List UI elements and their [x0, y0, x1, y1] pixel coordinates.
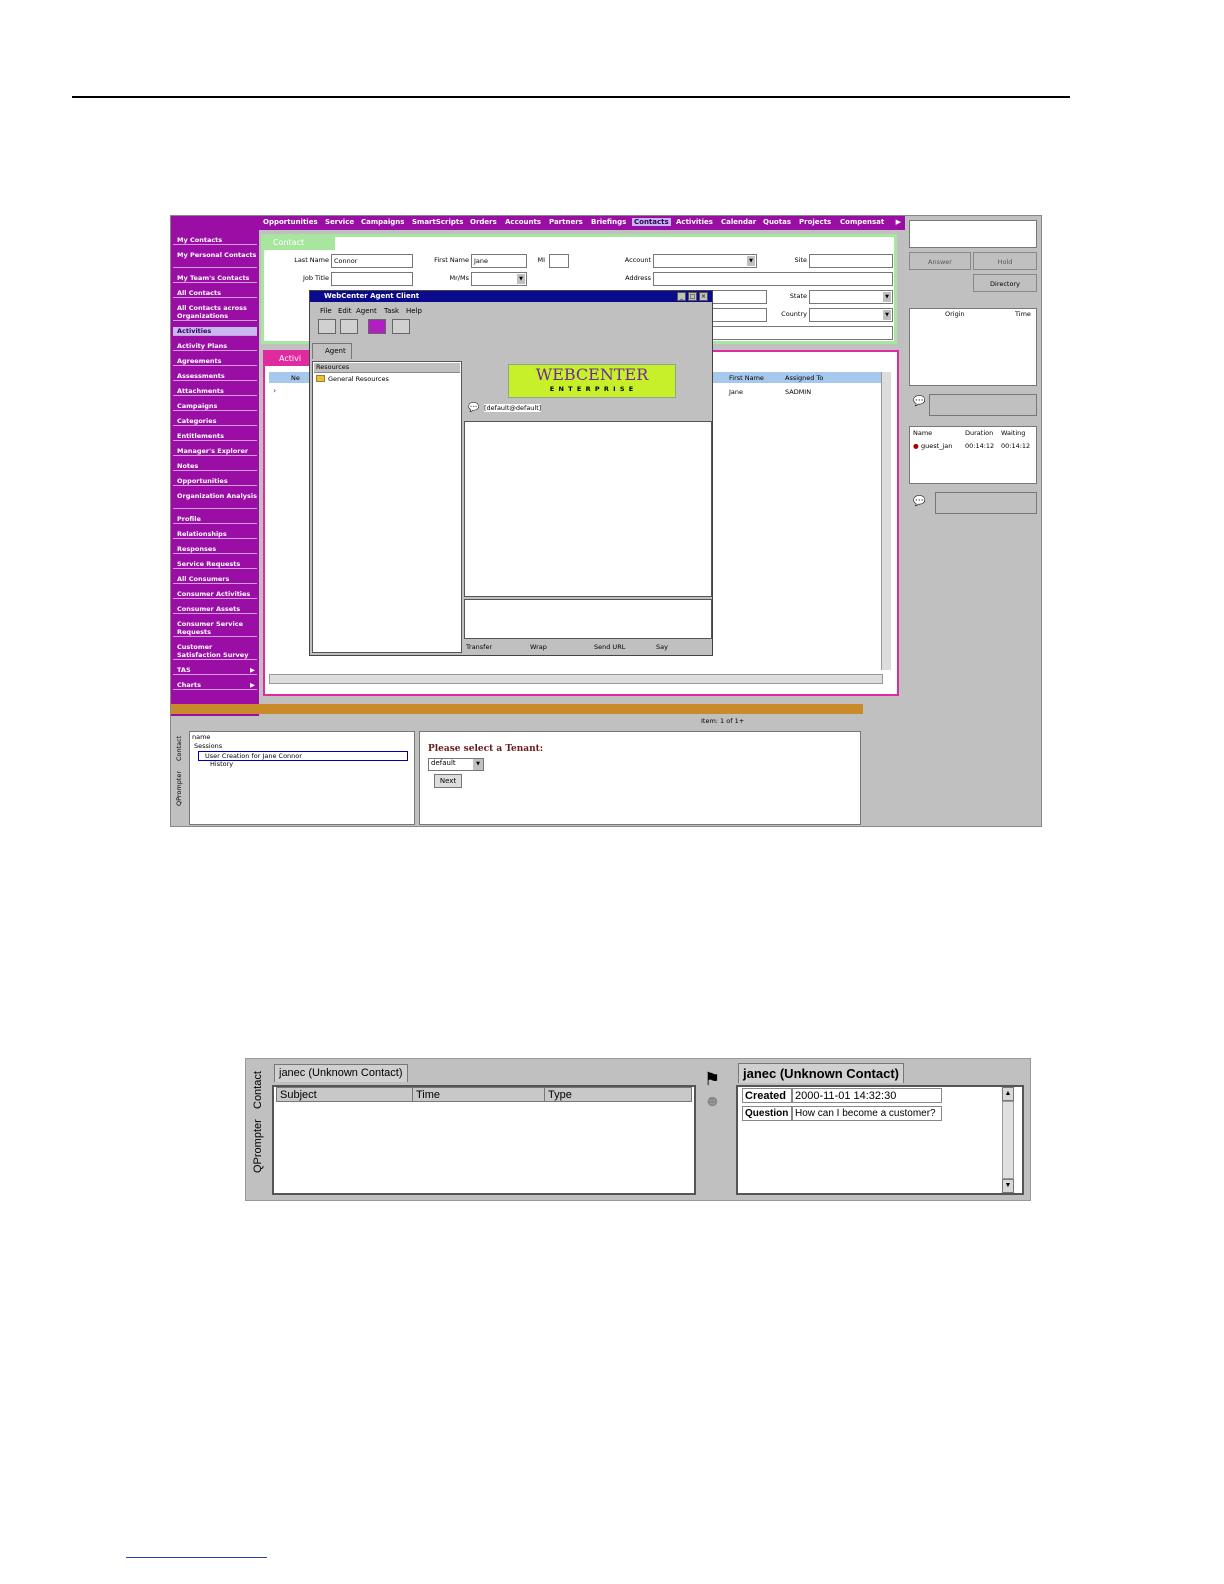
- tab-qprompter[interactable]: QPrompter: [252, 1119, 264, 1173]
- activities-tab[interactable]: Activi: [265, 352, 317, 366]
- nav-partners[interactable]: Partners: [549, 218, 583, 226]
- sidebar-item-managers-explorer[interactable]: Manager's Explorer: [173, 447, 257, 456]
- sidebar-item-categories[interactable]: Categories: [173, 417, 257, 426]
- menu-agent[interactable]: Agent: [356, 307, 377, 315]
- nav-briefings[interactable]: Briefings: [591, 218, 627, 226]
- chat-bubble-icon: 💬: [913, 496, 926, 507]
- session-name[interactable]: guest_jan: [921, 442, 953, 450]
- col-duration: Duration: [965, 429, 994, 437]
- right-contact-tab[interactable]: janec (Unknown Contact): [738, 1063, 904, 1083]
- say-button[interactable]: Say: [656, 643, 668, 651]
- created-label: Created: [742, 1088, 792, 1103]
- mi-field[interactable]: [549, 254, 569, 268]
- address-label: Address: [625, 274, 651, 282]
- sidebar-item-entitlements[interactable]: Entitlements: [173, 432, 257, 441]
- top-rule: [72, 96, 1070, 98]
- col-new[interactable]: Ne: [291, 374, 300, 382]
- details-scrollbar[interactable]: [1002, 1101, 1014, 1179]
- tab-contact[interactable]: Contact: [175, 735, 183, 761]
- webcenter-logo: [508, 364, 676, 398]
- tenant-select-value: default: [431, 759, 456, 767]
- contact-qprompter-screenshot: [245, 1058, 1031, 1201]
- cti-dial-box[interactable]: [909, 220, 1037, 248]
- sidebar-item-my-personal-contacts[interactable]: My Personal Contacts: [173, 251, 257, 268]
- col-time: Time: [1015, 310, 1031, 318]
- logo-text-bottom: E N T E R P R I S E: [549, 385, 635, 393]
- nav-contacts[interactable]: Contacts: [634, 218, 669, 226]
- chevron-down-icon: ▼: [473, 759, 483, 770]
- flag-icon[interactable]: ⚑: [704, 1069, 721, 1089]
- webcenter-dialog: [309, 290, 713, 656]
- logo-text-top: WEBCENTER: [535, 365, 649, 384]
- nav-compensat[interactable]: Compensat: [840, 218, 885, 226]
- answer-button[interactable]: Answer: [909, 252, 971, 270]
- sidebar-item-activities[interactable]: Activities: [173, 327, 257, 336]
- nav-activities[interactable]: Activities: [676, 218, 713, 226]
- user-icon: ●: [913, 442, 919, 450]
- hold-button[interactable]: Hold: [973, 252, 1037, 270]
- col-subject[interactable]: Subject: [276, 1087, 414, 1102]
- sidebar-item-label: TAS: [177, 666, 191, 674]
- chevron-right-icon: ▶: [250, 666, 255, 674]
- footnote-rule: [126, 1557, 267, 1558]
- next-button[interactable]: Next: [434, 774, 462, 788]
- tree-history[interactable]: History: [210, 760, 234, 768]
- sidebar-item-charts[interactable]: [173, 681, 257, 690]
- crm-screenshot: [170, 215, 1042, 827]
- country-label: Country: [781, 310, 807, 318]
- tenant-prompt: Please select a Tenant:: [428, 744, 544, 754]
- sidebar-item-activity-plans[interactable]: Activity Plans: [173, 342, 257, 351]
- menu-help[interactable]: Help: [406, 307, 422, 315]
- sidebar-item-all-contacts-across-orgs[interactable]: All Contacts across Organizations: [173, 304, 257, 321]
- menu-file[interactable]: File: [320, 307, 332, 315]
- session-waiting: 00:14:12: [1001, 442, 1031, 450]
- col-origin: Origin: [945, 310, 965, 318]
- row-first-name[interactable]: Jane: [729, 388, 744, 396]
- sidebar-item-customer-satisfaction-survey[interactable]: Customer Satisfaction Survey: [173, 643, 257, 660]
- sidebar-item-organization-analysis[interactable]: Organization Analysis: [173, 492, 257, 509]
- contact-tab[interactable]: Contact: [263, 236, 335, 250]
- job-title-label: Job Title: [302, 274, 329, 282]
- chat-bubble-icon: 💬: [913, 396, 926, 407]
- question-value: How can I become a customer?: [792, 1106, 942, 1121]
- cti-panel: [907, 216, 1041, 714]
- sidebar-item-all-contacts[interactable]: All Contacts: [173, 289, 257, 298]
- send-url-button[interactable]: Send URL: [594, 643, 626, 651]
- menu-task[interactable]: Task: [384, 307, 400, 315]
- tab-qprompter[interactable]: QPrompter: [175, 770, 183, 806]
- sidebar-item-all-consumers[interactable]: All Consumers: [173, 575, 257, 584]
- state-field[interactable]: [809, 290, 893, 304]
- status-icon[interactable]: [368, 319, 386, 334]
- resource-general[interactable]: General Resources: [328, 375, 389, 383]
- nav-calendar[interactable]: Calendar: [721, 218, 757, 226]
- sidebar-item-opportunities[interactable]: Opportunities: [173, 477, 257, 486]
- sidebar-item-responses[interactable]: Responses: [173, 545, 257, 554]
- folder-icon: [316, 375, 325, 382]
- session-duration: 00:14:12: [965, 442, 995, 450]
- resources-tree[interactable]: [312, 361, 462, 653]
- country-field[interactable]: [809, 308, 893, 322]
- maximize-icon[interactable]: □: [689, 293, 696, 300]
- directory-button[interactable]: Directory: [973, 274, 1037, 292]
- sidebar-item-campaigns[interactable]: Campaigns: [173, 402, 257, 411]
- sidebar-item-consumer-service-requests[interactable]: Consumer Service Requests: [173, 620, 257, 637]
- col-time[interactable]: Time: [412, 1087, 546, 1102]
- tree-header: name: [192, 733, 211, 741]
- activities-vscrollbar[interactable]: [881, 372, 891, 670]
- resources-icon[interactable]: [340, 319, 358, 334]
- agent-tab[interactable]: Agent: [312, 343, 352, 359]
- nav-service[interactable]: Service: [325, 218, 355, 226]
- mrms-field[interactable]: [471, 272, 527, 286]
- sidebar-item-label: Charts: [177, 681, 201, 689]
- menu-edit[interactable]: Edit: [338, 307, 352, 315]
- minimize-icon[interactable]: _: [677, 292, 686, 301]
- resources-header: Resources: [314, 363, 460, 373]
- chat-status-box: [929, 394, 1037, 416]
- nav-smartscripts[interactable]: SmartScripts: [412, 218, 464, 226]
- sidebar-item-agreements[interactable]: Agreements: [173, 357, 257, 366]
- chat-transcript[interactable]: [464, 421, 712, 597]
- sidebar-item-my-teams-contacts[interactable]: My Team's Contacts: [173, 274, 257, 283]
- sidebar-item-my-contacts[interactable]: My Contacts: [173, 236, 257, 245]
- tree-user-creation[interactable]: User Creation for Jane Connor: [198, 751, 408, 761]
- row-assigned-to[interactable]: SADMIN: [785, 388, 812, 396]
- site-label: Site: [794, 256, 807, 264]
- col-type[interactable]: Type: [544, 1087, 692, 1102]
- last-name-field[interactable]: Connor: [331, 254, 413, 268]
- nav-opportunities[interactable]: Opportunities: [263, 218, 318, 226]
- sidebar-item-attachments[interactable]: Attachments: [173, 387, 257, 396]
- address-line-field[interactable]: [711, 290, 767, 304]
- col-waiting: Waiting: [1001, 429, 1026, 437]
- chevron-right-icon: ▶: [250, 681, 255, 689]
- nav-orders[interactable]: Orders: [470, 218, 497, 226]
- call-queue-list[interactable]: [909, 308, 1037, 386]
- first-name-field[interactable]: Jane: [471, 254, 527, 268]
- close-icon[interactable]: ×: [700, 293, 707, 300]
- activities-hscrollbar[interactable]: [269, 674, 883, 684]
- mi-label: MI: [537, 256, 545, 264]
- extra-field[interactable]: [711, 326, 893, 340]
- sidebar: [171, 230, 259, 720]
- agent-login-icon[interactable]: [318, 319, 336, 334]
- nav-campaigns[interactable]: Campaigns: [361, 218, 405, 226]
- chat-compose[interactable]: [464, 599, 712, 639]
- session-label: [default@default]: [484, 404, 542, 412]
- sidebar-item-notes[interactable]: Notes: [173, 462, 257, 471]
- nav-projects[interactable]: Projects: [799, 218, 832, 226]
- col-assigned-to[interactable]: Assigned To: [785, 374, 824, 382]
- tab-contact[interactable]: Contact: [252, 1071, 264, 1109]
- tenant-select[interactable]: [428, 758, 484, 771]
- chat-bubble-icon: 💬: [468, 403, 480, 413]
- chat-input-box[interactable]: [935, 492, 1037, 514]
- progress-bar: [171, 704, 863, 714]
- left-contact-tab[interactable]: janec (Unknown Contact): [274, 1064, 408, 1082]
- scroll-up-icon[interactable]: ▲: [1002, 1087, 1014, 1101]
- sidebar-item-relationships[interactable]: Relationships: [173, 530, 257, 539]
- sidebar-item-tas[interactable]: [173, 666, 257, 675]
- users-icon[interactable]: ☻: [704, 1093, 721, 1110]
- col-name: Name: [913, 429, 933, 437]
- col-first-name[interactable]: First Name: [729, 374, 764, 382]
- sidebar-item-consumer-assets[interactable]: Consumer Assets: [173, 605, 257, 614]
- question-label: Question: [742, 1106, 792, 1121]
- mrms-label: Mr/Ms: [449, 274, 469, 282]
- record-count: Item: 1 of 1+: [701, 717, 745, 725]
- sidebar-item-profile[interactable]: Profile: [173, 515, 257, 524]
- job-title-field[interactable]: [331, 272, 413, 286]
- nav-more-arrow-icon[interactable]: ▶: [895, 218, 901, 226]
- account-field[interactable]: [653, 254, 757, 268]
- tree-sessions[interactable]: Sessions: [194, 742, 223, 750]
- home-icon[interactable]: [392, 319, 410, 334]
- account-label: Account: [624, 256, 651, 264]
- sidebar-item-consumer-activities[interactable]: Consumer Activities: [173, 590, 257, 599]
- tenant-panel: [419, 731, 861, 825]
- wrap-button[interactable]: Wrap: [530, 643, 547, 651]
- nav-accounts[interactable]: Accounts: [505, 218, 542, 226]
- address-field[interactable]: [653, 272, 893, 286]
- sidebar-item-service-requests[interactable]: Service Requests: [173, 560, 257, 569]
- scroll-down-icon[interactable]: ▼: [1002, 1179, 1014, 1193]
- nav-quotas[interactable]: Quotas: [763, 218, 791, 226]
- dialog-title[interactable]: WebCenter Agent Client: [310, 291, 712, 302]
- status-bar: [171, 716, 905, 726]
- transfer-button[interactable]: Transfer: [466, 643, 493, 651]
- created-value: 2000-11-01 14:32:30: [792, 1088, 942, 1103]
- session-tree[interactable]: [189, 731, 415, 825]
- row-indicator-icon: ›: [273, 386, 277, 395]
- site-field[interactable]: [809, 254, 893, 268]
- state-label: State: [789, 292, 807, 300]
- first-name-label: First Name: [434, 256, 469, 264]
- sidebar-item-assessments[interactable]: Assessments: [173, 372, 257, 381]
- city-field[interactable]: [711, 308, 767, 322]
- top-nav: [171, 216, 905, 230]
- last-name-label: Last Name: [294, 256, 329, 264]
